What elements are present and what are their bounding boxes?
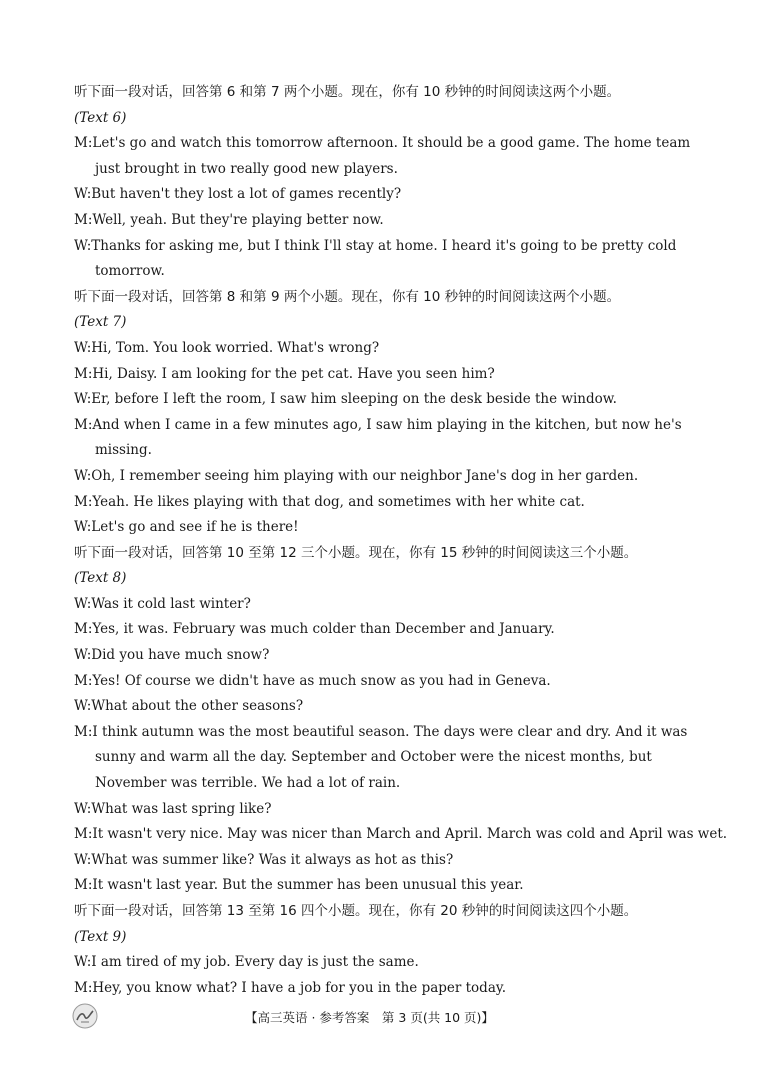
section-instruction: 听下面一段对话，回答第 8 和第 9 两个小题。现在，你有 10 秒钟的时间阅读这两个小题。: [74, 288, 621, 305]
dialogue-line: W:Hi, Tom. You look worried. What's wrong?: [74, 339, 380, 356]
dialogue-line: M:It wasn't very nice. May was nicer than March and April. March was cold and April was wet.: [74, 826, 728, 843]
dialogue-line: W:What was last spring like?: [74, 800, 272, 817]
dialogue-line-continuation: just brought in two really good new players.: [95, 160, 398, 177]
section-instruction: 听下面一段对话，回答第 6 和第 7 两个小题。现在，你有 10 秒钟的时间阅读这两个小题。: [74, 84, 621, 100]
dialogue-line: W:What about the other seasons?: [74, 698, 304, 715]
dialogue-line: W:What was summer like? Was it always as hot as this?: [74, 851, 454, 868]
dialogue-line: M:I think autumn was the most beautiful season. The days were clear and dry. And it was: [74, 723, 688, 740]
dialogue-line: W:Oh, I remember seeing him playing with our neighbor Jane's dog in her garden.: [74, 467, 639, 484]
page-number-footer: 【高三英语 · 参考答案 第 3 页(共 10 页)】: [245, 1010, 494, 1025]
text-label: (Text 8): [74, 570, 127, 587]
text-label: (Text 6): [74, 109, 127, 126]
section-instruction: 听下面一段对话，回答第 13 至第 16 四个小题。现在，你有 20 秒钟的时间阅读这四个小题。: [74, 903, 638, 919]
section-instruction: 听下面一段对话，回答第 10 至第 12 三个小题。现在，你有 15 秒钟的时间阅读这三个小题。: [74, 544, 638, 561]
dialogue-line: W:Did you have much snow?: [74, 647, 270, 664]
dialogue-line: M:Yeah. He likes playing with that dog, and sometimes with her white cat.: [74, 493, 585, 510]
dialogue-line: M:Hey, you know what? I have a job for you in the paper today.: [74, 979, 506, 996]
dialogue-line-continuation: missing.: [95, 442, 152, 459]
dialogue-line: W:Er, before I left the room, I saw him sleeping on the desk beside the window.: [74, 391, 617, 408]
publisher-logo-icon: [72, 1003, 98, 1029]
page-footer: [0, 1003, 764, 1033]
transcript-body: [74, 80, 728, 1001]
dialogue-line: M:Well, yeah. But they're playing better now.: [74, 211, 384, 228]
dialogue-line: M:Let's go and watch this tomorrow afternoon. It should be a good game. The home team: [74, 135, 691, 152]
text-label: (Text 7): [74, 314, 127, 331]
dialogue-line-continuation: sunny and warm all the day. September and October were the nicest months, but: [95, 749, 652, 766]
dialogue-line: M:It wasn't last year. But the summer has been unusual this year.: [74, 877, 524, 894]
dialogue-line: W:Thanks for asking me, but I think I'll stay at home. I heard it's going to be pretty cold: [74, 237, 677, 254]
dialogue-line-continuation: November was terrible. We had a lot of rain.: [95, 775, 401, 792]
dialogue-line: W:Was it cold last winter?: [74, 595, 251, 612]
dialogue-line: W:I am tired of my job. Every day is just the same.: [74, 954, 419, 971]
dialogue-line: M:Yes, it was. February was much colder than December and January.: [74, 621, 555, 638]
dialogue-line-continuation: tomorrow.: [95, 263, 165, 280]
dialogue-line: M:And when I came in a few minutes ago, I saw him playing in the kitchen, but now he's: [74, 416, 682, 433]
dialogue-line: M:Yes! Of course we didn't have as much snow as you had in Geneva.: [74, 672, 551, 689]
text-label: (Text 9): [74, 928, 127, 945]
dialogue-line: W:But haven't they lost a lot of games recently?: [74, 186, 402, 203]
dialogue-line: W:Let's go and see if he is there!: [74, 519, 299, 536]
dialogue-line: M:Hi, Daisy. I am looking for the pet cat. Have you seen him?: [74, 365, 495, 382]
